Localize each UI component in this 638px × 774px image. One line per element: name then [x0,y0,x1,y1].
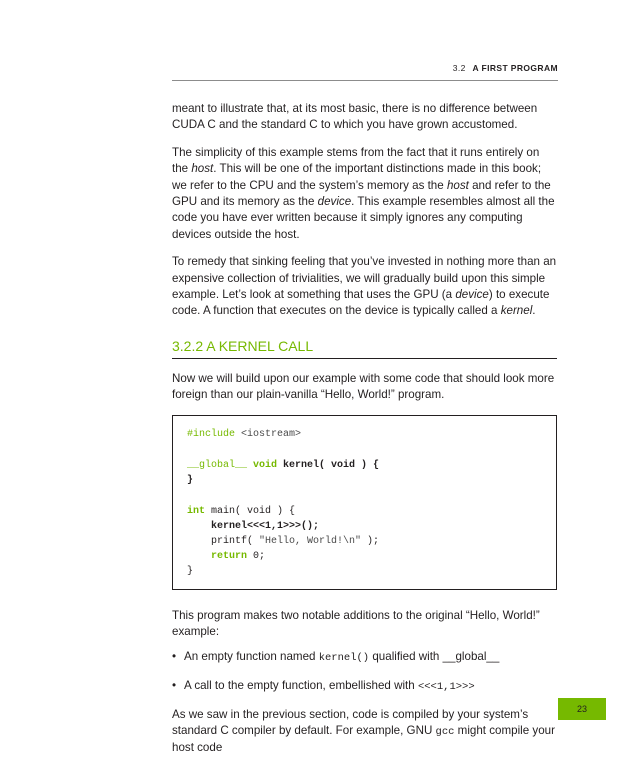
running-head-section-number: 3.2 [452,63,466,73]
code-line-kernel-decl: __global__ void kernel( void ) { [187,459,380,471]
paragraph-1: meant to illustrate that, at its most basic, there is no difference between CUDA C and the standard C to which you have grown accustomed. [172,102,538,132]
header-rule [172,80,558,81]
code-listing [172,415,557,590]
paragraph-2: The simplicity of this example stems from the fact that it runs entirely on the host. This will be one of the important distinctions made in this book; we refer to the CPU and the system’s memory as the host and refer to the GPU and its memory as the device. This example resembles almost all the code you have ever written because it simply ignores any computing devices outside the host. [172,145,555,241]
code-blank [187,442,544,450]
paragraph-6: As we saw in the previous section, code is compiled by your system’s standard C compiler by default. For example, GNU gcc might compile your host code [172,707,555,755]
code-line-printf: printf( "Hello, World!\n" ); [187,535,380,547]
bullet-icon: • [172,649,177,663]
code-line-return: return 0; [187,550,266,562]
code-blank [187,450,544,458]
bullet-item-2: • A call to the empty function, embellished with <<<1,1>>> [172,678,475,693]
code-blank [187,496,544,504]
page-body [172,101,557,768]
paragraph-3: To remedy that sinking feeling that you’ve invested in nothing more than an expensive collection of trivialities, we will gradually build upon this simple example. Let’s look at something that uses the GPU (a device) to execute code. A function that executes on the device is typically called a kernel. [172,255,557,318]
code-blank [187,488,544,496]
code-line-close: } [187,565,194,577]
page-number: 23 [558,698,606,720]
code-line-close: } [187,474,194,486]
paragraph-4: Now we will build upon our example with some code that should look more foreign than our plain-vanilla “Hello, World!” program. [172,371,555,402]
paragraph-5: This program makes two notable additions to the original “Hello, World!” example: [172,608,540,639]
running-head-section-title: A FIRST PROGRAM [472,63,558,73]
code-line-include: #include <iostream> [187,428,302,440]
code-line-main: int main( void ) { [187,505,296,517]
section-title: 3.2.2 A KERNEL CALL [172,337,314,354]
section-heading [172,338,557,359]
bullet-icon: • [172,678,177,692]
bullet-item-1: • An empty function named kernel() qualified with __global__ [172,649,500,664]
running-head [453,63,558,73]
code-line-kernel-call: kernel<<<1,1>>>(); [187,520,320,532]
